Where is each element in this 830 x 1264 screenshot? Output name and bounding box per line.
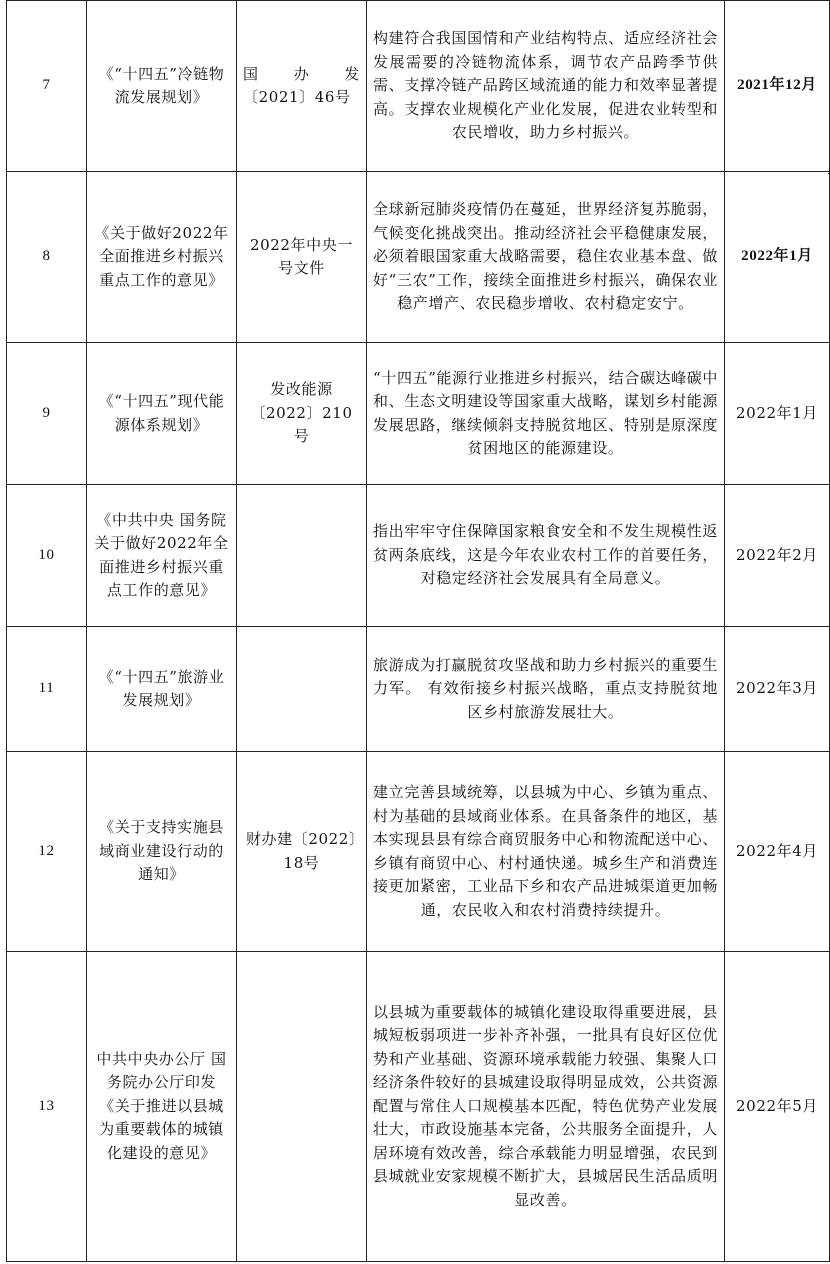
row-number: 13 (7, 952, 87, 1262)
policy-content: “十四五”能源行业推进乡村振兴，结合碳达峰碳中和、生态文明建设等国家重大战略，谋划乡村能源发展思路，继续倾斜支持脱贫地区、特别是原深度贫困地区的能源建设。 (367, 343, 725, 485)
policy-content: 建立完善县域统筹，以县城为中心、乡镇为重点、村为基础的县域商业体系。在具备条件的地区，基本实现县县有综合商贸服务中心和物流配送中心、乡镇有商贸中心、村村通快递。城乡生产和消费连接更加紧密，工业品下乡和农产品进城渠道更加畅通，农民收入和农村消费持续提升。 (367, 752, 725, 952)
issue-date: 2022年3月 (725, 627, 830, 752)
document-number (237, 485, 367, 627)
policy-name: 《关于支持实施县域商业建设行动的通知》 (87, 752, 237, 952)
table-row-13 (7, 952, 830, 1262)
issue-date: 2021年12月 (725, 1, 830, 172)
policy-content: 指出牢牢守住保障国家粮食安全和不发生规模性返贫两条底线，这是今年农业农村工作的首要任务，对稳定经济社会发展具有全局意义。 (367, 485, 725, 627)
policy-name: 《“十四五”冷链物流发展规划》 (87, 1, 237, 172)
row-number: 9 (7, 343, 87, 485)
policy-name: 《中共中央 国务院关于做好2022年全面推进乡村振兴重点工作的意见》 (87, 485, 237, 627)
table-row-8 (7, 172, 830, 343)
document-number: 2022年中央一号文件 (237, 172, 367, 343)
policy-content: 以县城为重要载体的城镇化建设取得重要进展，县城短板弱项进一步补齐补强，一批具有良好区位优势和产业基础、资源环境承载能力较强、集聚人口经济条件较好的县城建设取得明显成效，公共资源配置与常住人口规模基本匹配，特色优势产业发展壮大，市政设施基本完备，公共服务全面提升，人居环境有效改善，综合承载能力明显增强，农民到县城就业安家规模不断扩大，县城居民生活品质明显改善。 (367, 952, 725, 1262)
policy-content: 构建符合我国国情和产业结构特点、适应经济社会发展需要的冷链物流体系，调节农产品跨季节供需、支撑冷链产品跨区域流通的能力和效率显著提高。支撑农业规模化产业化发展，促进农业转型和农民增收，助力乡村振兴。 (367, 1, 725, 172)
issue-date: 2022年2月 (725, 485, 830, 627)
policy-content: 旅游成为打赢脱贫攻坚战和助力乡村振兴的重要生力军。 有效衔接乡村振兴战略，重点支持脱贫地区乡村旅游发展壮大。 (367, 627, 725, 752)
issue-date: 2022年4月 (725, 752, 830, 952)
issue-date: 2022年1月 (725, 172, 830, 343)
table-row-12 (7, 752, 830, 952)
document-number: 财办建〔2022〕18号 (237, 752, 367, 952)
table-row-11 (7, 627, 830, 752)
policy-name: 《关于做好2022年全面推进乡村振兴重点工作的意见》 (87, 172, 237, 343)
table-row-9 (7, 343, 830, 485)
issue-date: 2022年5月 (725, 952, 830, 1262)
table-row-7 (7, 1, 830, 172)
document-number: 国 办 发〔2021〕46号 (237, 1, 367, 172)
table-row-10 (7, 485, 830, 627)
issue-date: 2022年1月 (725, 343, 830, 485)
policy-name: 中共中央办公厅 国务院办公厅印发《关于推进以县城为重要载体的城镇化建设的意见》 (87, 952, 237, 1262)
row-number: 8 (7, 172, 87, 343)
document-number: 发改能源〔2022〕210号 (237, 343, 367, 485)
policy-name: 《“十四五”现代能源体系规划》 (87, 343, 237, 485)
row-number: 7 (7, 1, 87, 172)
row-number: 11 (7, 627, 87, 752)
policy-table (6, 0, 830, 1262)
row-number: 12 (7, 752, 87, 952)
document-number (237, 627, 367, 752)
policy-name: 《“十四五”旅游业发展规划》 (87, 627, 237, 752)
document-number (237, 952, 367, 1262)
policy-content: 全球新冠肺炎疫情仍在蔓延，世界经济复苏脆弱，气候变化挑战突出。推动经济社会平稳健康发展，必须着眼国家重大战略需要，稳住农业基本盘、做好“三农”工作，接续全面推进乡村振兴，确保农业稳产增产、农民稳步增收、农村稳定安宁。 (367, 172, 725, 343)
row-number: 10 (7, 485, 87, 627)
